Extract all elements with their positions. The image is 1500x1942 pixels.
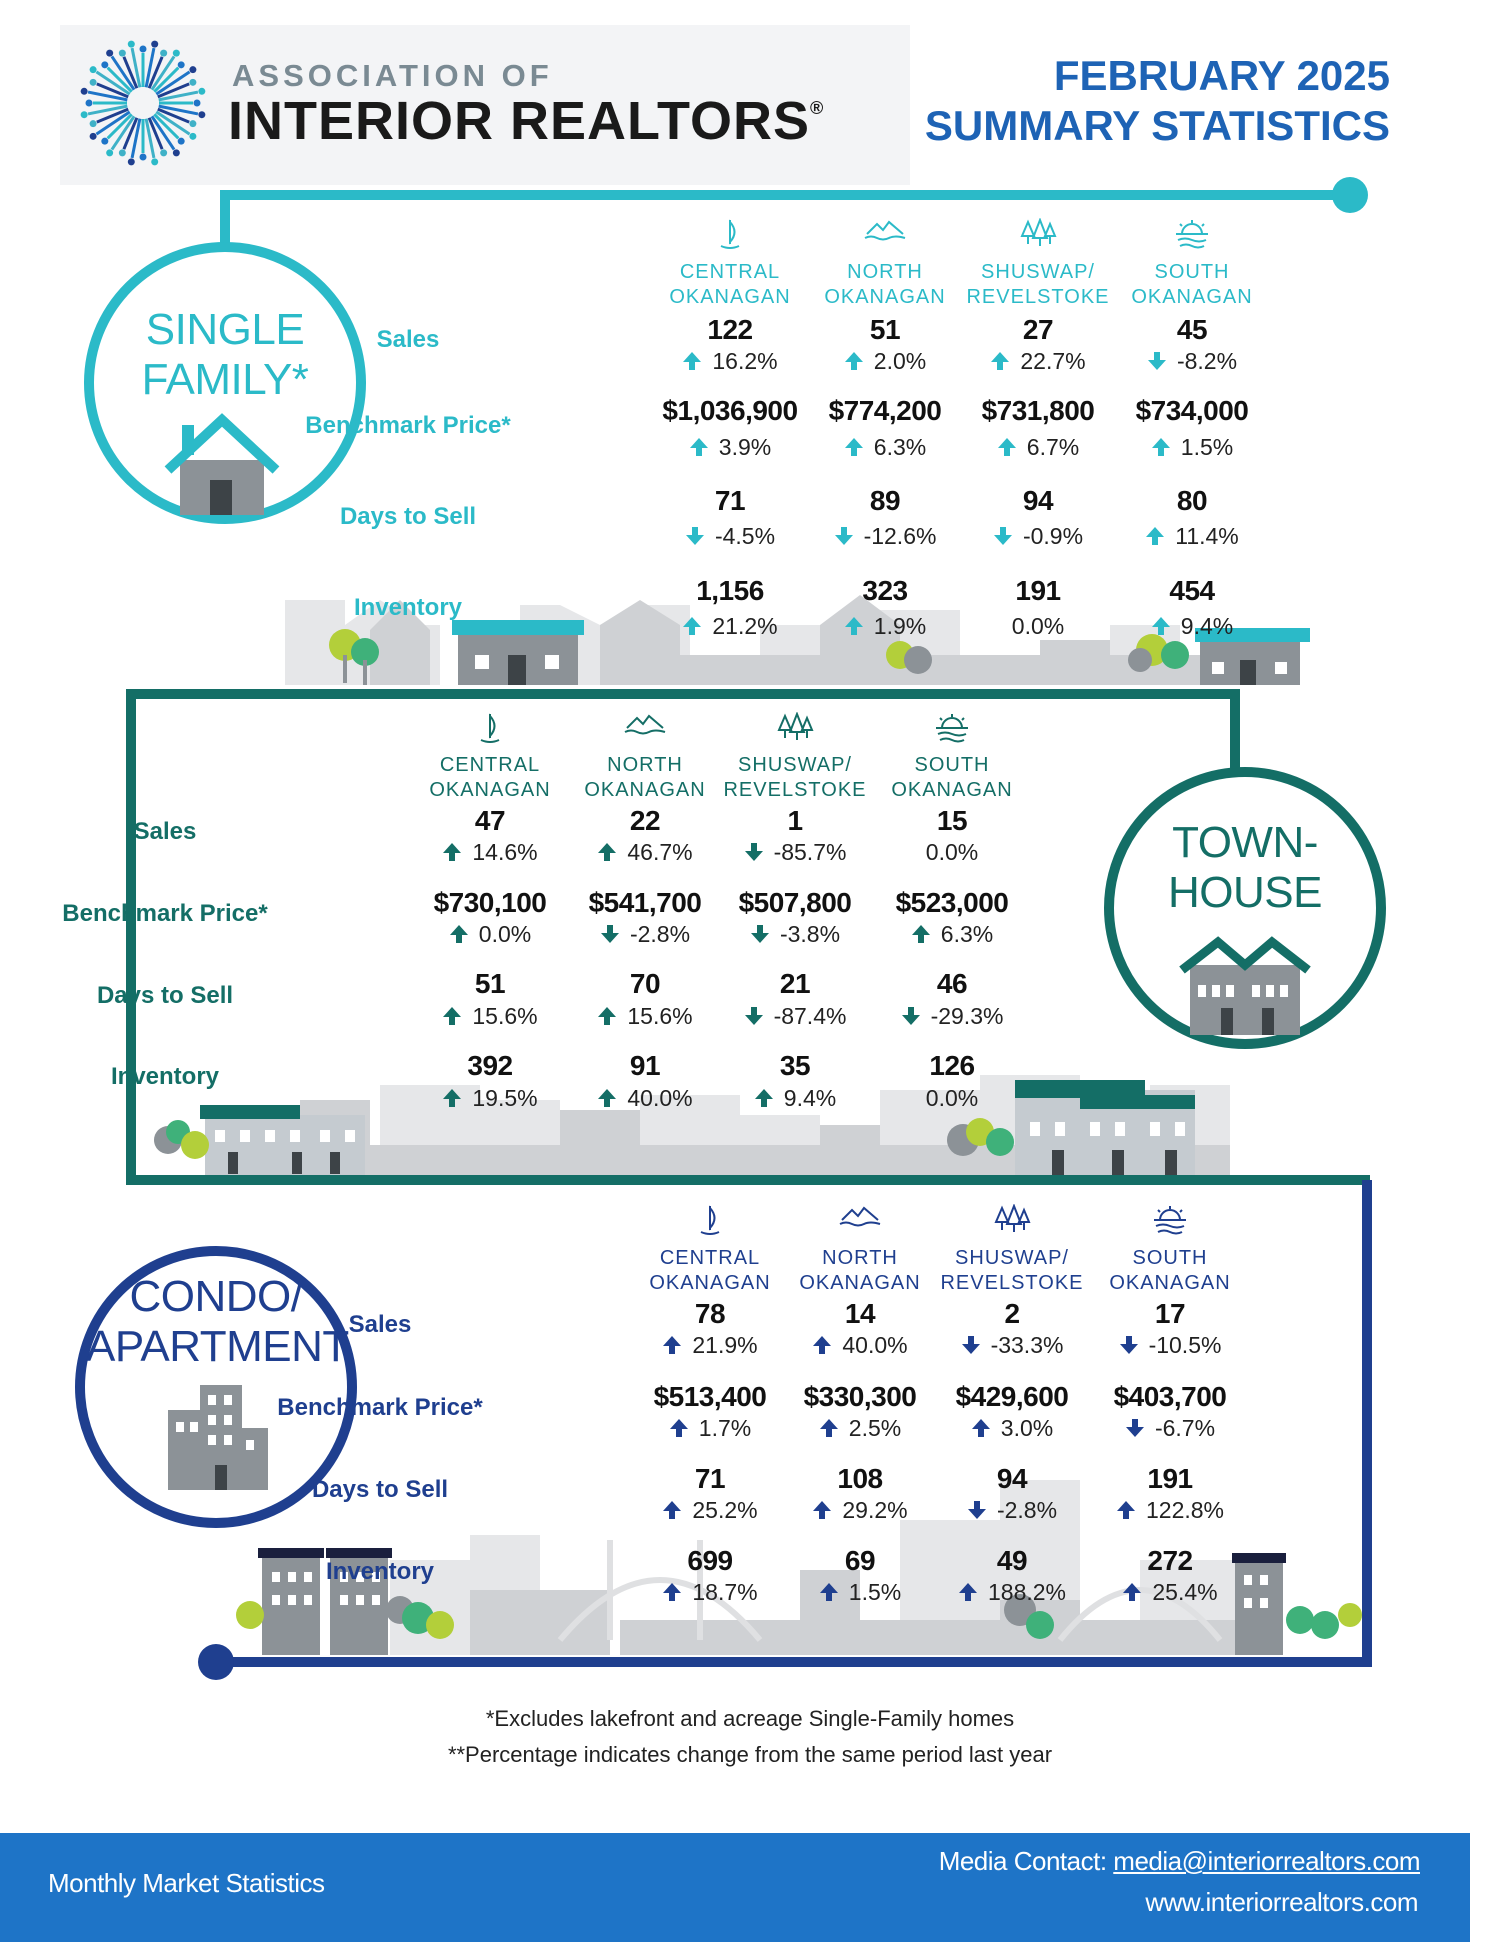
arrow-up-icon — [812, 1497, 842, 1523]
days-to-sell-change: -2.8% — [937, 1497, 1087, 1524]
benchmark-price-value: $513,400 — [653, 1381, 767, 1412]
arrow-down-icon — [600, 921, 630, 947]
sailboat-icon — [655, 218, 805, 255]
arrow-down-icon — [1147, 348, 1177, 374]
metric-label-days-to-sell: Days to Sell — [96, 982, 234, 1009]
inventory-value: 49 — [996, 1545, 1028, 1576]
region-line2: OKANAGAN — [649, 1272, 771, 1294]
arrow-down-icon — [685, 523, 715, 549]
inventory-change: 0.0% — [925, 1085, 979, 1111]
days-to-sell-change: 25.2% — [635, 1497, 785, 1524]
benchmark-price-value: $403,700 — [1113, 1381, 1227, 1412]
inventory-change: 19.5% — [415, 1085, 565, 1112]
footnote-1: *Excludes lakefront and acreage Single-Family homes — [485, 1706, 1015, 1731]
inventory-value: 699 — [687, 1545, 733, 1576]
metric-label-benchmark-price: Benchmark Price* — [277, 1394, 483, 1421]
region-line2: OKANAGAN — [1131, 286, 1253, 308]
inventory-change: 0.0% — [1011, 613, 1065, 639]
arrow-up-icon — [911, 921, 941, 947]
inventory-change: 188.2% — [937, 1579, 1087, 1606]
sales-change: -10.5% — [1095, 1332, 1245, 1359]
region-line1: SHUSWAP/ — [738, 754, 852, 776]
inventory-change: 40.0% — [570, 1085, 720, 1112]
days-to-sell-change: -4.5% — [655, 523, 805, 550]
sales-change: 22.7% — [963, 348, 1113, 375]
region-header — [877, 753, 1027, 803]
days-to-sell-value: 108 — [837, 1463, 883, 1494]
region-header — [1095, 1246, 1245, 1296]
sales-change: 40.0% — [785, 1332, 935, 1359]
region-header — [785, 1246, 935, 1296]
region-line2: OKANAGAN — [799, 1272, 921, 1294]
days-to-sell-change: -29.3% — [877, 1003, 1027, 1030]
benchmark-price-change: 0.0% — [415, 921, 565, 948]
days-to-sell-value: 46 — [936, 968, 968, 999]
inventory-value: 126 — [929, 1050, 975, 1081]
benchmark-price-change: 1.5% — [1117, 434, 1267, 461]
metric-label-sales: Sales — [133, 818, 197, 845]
benchmark-price-change: -3.8% — [720, 921, 870, 948]
arrow-up-icon — [597, 1003, 627, 1029]
sales-change: -8.2% — [1117, 348, 1267, 375]
trees-icon — [937, 1204, 1087, 1239]
metric-label-inventory: Inventory — [353, 594, 463, 621]
sales-value: 51 — [869, 314, 901, 345]
benchmark-price-value: $734,000 — [1135, 395, 1249, 426]
region-line2: OKANAGAN — [891, 779, 1013, 801]
arrow-down-icon — [744, 1003, 774, 1029]
days-to-sell-value: 94 — [996, 1463, 1028, 1494]
days-to-sell-value: 191 — [1147, 1463, 1193, 1494]
days-to-sell-change: 122.8% — [1095, 1497, 1245, 1524]
footer-label: Monthly Market Statistics — [48, 1868, 325, 1898]
arrow-up-icon — [662, 1497, 692, 1523]
days-to-sell-change: 29.2% — [785, 1497, 935, 1524]
single-family-title: SINGLE FAMILY* — [141, 305, 309, 404]
metric-label-days-to-sell: Days to Sell — [311, 1476, 449, 1503]
sales-change: -33.3% — [937, 1332, 1087, 1359]
days-to-sell-value: 70 — [629, 968, 661, 999]
region-line2: REVELSTOKE — [723, 779, 867, 801]
inventory-change: 21.2% — [655, 613, 805, 640]
mountain-water-icon — [570, 712, 720, 741]
townhouse-title: TOWN- HOUSE — [1168, 818, 1322, 917]
days-to-sell-value: 89 — [869, 485, 901, 516]
arrow-up-icon — [971, 1415, 1001, 1441]
arrow-up-icon — [844, 434, 874, 460]
metric-label-sales: Sales — [348, 1311, 412, 1338]
region-line2: OKANAGAN — [824, 286, 946, 308]
sales-change: 14.6% — [415, 839, 565, 866]
arrow-down-icon — [993, 523, 1023, 549]
days-to-sell-change: 15.6% — [570, 1003, 720, 1030]
arrow-down-icon — [901, 1003, 931, 1029]
region-line1: SHUSWAP/ — [981, 261, 1095, 283]
sales-value: 27 — [1022, 314, 1054, 345]
sales-change: 16.2% — [655, 348, 805, 375]
region-line2: OKANAGAN — [429, 779, 551, 801]
arrow-up-icon — [754, 1085, 784, 1111]
region-line1: SOUTH — [914, 754, 990, 776]
sales-change: 21.9% — [635, 1332, 785, 1359]
inventory-value: 392 — [467, 1050, 513, 1081]
inventory-value: 69 — [844, 1545, 876, 1576]
region-header — [635, 1246, 785, 1296]
inventory-value: 272 — [1147, 1545, 1193, 1576]
arrow-up-icon — [449, 921, 479, 947]
inventory-value: 323 — [862, 575, 908, 606]
arrow-down-icon — [1119, 1332, 1149, 1358]
arrow-up-icon — [442, 1003, 472, 1029]
benchmark-price-value: $774,200 — [828, 395, 942, 426]
sales-change: 0.0% — [925, 839, 979, 865]
days-to-sell-value: 51 — [474, 968, 506, 999]
inventory-change: 18.7% — [635, 1579, 785, 1606]
arrow-up-icon — [844, 348, 874, 374]
arrow-up-icon — [844, 613, 874, 639]
arrow-down-icon — [961, 1332, 991, 1358]
arrow-up-icon — [958, 1579, 988, 1605]
arrow-down-icon — [1125, 1415, 1155, 1441]
sales-value: 17 — [1154, 1298, 1186, 1329]
region-line2: OKANAGAN — [1109, 1272, 1231, 1294]
region-line1: SOUTH — [1132, 1247, 1208, 1269]
days-to-sell-change: 15.6% — [415, 1003, 565, 1030]
arrow-up-icon — [819, 1415, 849, 1441]
sales-change: 2.0% — [810, 348, 960, 375]
mountain-water-icon — [785, 1204, 935, 1233]
arrow-up-icon — [662, 1579, 692, 1605]
report-subtitle: SUMMARY STATISTICS — [924, 102, 1390, 149]
arrow-up-icon — [997, 434, 1027, 460]
benchmark-price-value: $507,800 — [738, 887, 852, 918]
benchmark-price-value: $731,800 — [981, 395, 1095, 426]
benchmark-price-change: -2.8% — [570, 921, 720, 948]
sales-value: 78 — [694, 1298, 726, 1329]
benchmark-price-change: 6.3% — [810, 434, 960, 461]
region-header — [415, 753, 565, 803]
benchmark-price-change: -6.7% — [1095, 1415, 1245, 1442]
inventory-value: 454 — [1169, 575, 1215, 606]
arrow-up-icon — [990, 348, 1020, 374]
arrow-up-icon — [662, 1332, 692, 1358]
arrow-down-icon — [744, 839, 774, 865]
sailboat-icon — [415, 712, 565, 749]
arrow-up-icon — [1151, 613, 1181, 639]
days-to-sell-value: 71 — [694, 1463, 726, 1494]
sailboat-icon — [635, 1204, 785, 1241]
days-to-sell-change: -0.9% — [963, 523, 1113, 550]
region-header — [963, 260, 1113, 310]
metric-label-sales: Sales — [376, 326, 440, 353]
sales-value: 2 — [1004, 1298, 1020, 1329]
inventory-value: 191 — [1015, 575, 1061, 606]
mountain-water-icon — [810, 218, 960, 247]
inventory-change: 9.4% — [720, 1085, 870, 1112]
days-to-sell-value: 80 — [1176, 485, 1208, 516]
sales-value: 45 — [1176, 314, 1208, 345]
days-to-sell-change: -12.6% — [810, 523, 960, 550]
sunset-icon — [1117, 218, 1267, 255]
report-month: FEBRUARY 2025 — [1053, 52, 1390, 99]
arrow-up-icon — [442, 1085, 472, 1111]
logo-line2: INTERIOR REALTORS® — [228, 91, 825, 151]
sales-value: 1 — [787, 805, 803, 836]
sales-value: 14 — [844, 1298, 876, 1329]
inventory-change: 9.4% — [1117, 613, 1267, 640]
benchmark-price-value: $1,036,900 — [662, 395, 798, 426]
region-line1: CENTRAL — [439, 754, 541, 776]
region-line2: REVELSTOKE — [940, 1272, 1084, 1294]
benchmark-price-change: 2.5% — [785, 1415, 935, 1442]
arrow-up-icon — [1116, 1497, 1146, 1523]
website-link[interactable]: www.interiorrealtors.com — [1145, 1887, 1418, 1917]
region-header — [655, 260, 805, 310]
region-line1: NORTH — [822, 1247, 898, 1269]
region-header — [720, 753, 870, 803]
inventory-change: 1.5% — [785, 1579, 935, 1606]
benchmark-price-change: 6.7% — [963, 434, 1113, 461]
region-header — [810, 260, 960, 310]
region-line1: SHUSWAP/ — [955, 1247, 1069, 1269]
days-to-sell-change: -87.4% — [720, 1003, 870, 1030]
region-header — [570, 753, 720, 803]
sales-value: 122 — [707, 314, 753, 345]
sales-value: 15 — [936, 805, 968, 836]
days-to-sell-change: 11.4% — [1117, 523, 1267, 550]
arrow-up-icon — [1151, 434, 1181, 460]
inventory-change: 1.9% — [810, 613, 960, 640]
days-to-sell-value: 94 — [1022, 485, 1054, 516]
benchmark-price-change: 6.3% — [877, 921, 1027, 948]
logo-line1: ASSOCIATION OF — [232, 58, 553, 93]
sales-change: -85.7% — [720, 839, 870, 866]
arrow-up-icon — [597, 1085, 627, 1111]
region-line2: OKANAGAN — [584, 779, 706, 801]
media-contact: Media Contact: media@interiorrealtors.com — [938, 1846, 1420, 1876]
arrow-up-icon — [819, 1579, 849, 1605]
condo-title: CONDO/ APARTMENT — [86, 1272, 349, 1371]
trees-icon — [720, 712, 870, 747]
arrow-up-icon — [442, 839, 472, 865]
contact-email-link[interactable]: media@interiorrealtors.com — [1113, 1846, 1420, 1876]
benchmark-price-value: $330,300 — [803, 1381, 917, 1412]
benchmark-price-value: $541,700 — [588, 887, 702, 918]
benchmark-price-change: 1.7% — [635, 1415, 785, 1442]
metric-label-benchmark-price: Benchmark Price* — [305, 412, 511, 439]
region-line2: REVELSTOKE — [966, 286, 1110, 308]
trees-icon — [963, 218, 1113, 253]
sales-value: 47 — [474, 805, 506, 836]
arrow-up-icon — [682, 613, 712, 639]
benchmark-price-change: 3.0% — [937, 1415, 1087, 1442]
inventory-value: 1,156 — [696, 575, 764, 606]
arrow-down-icon — [834, 523, 864, 549]
benchmark-price-change: 3.9% — [655, 434, 805, 461]
arrow-up-icon — [1145, 523, 1175, 549]
arrow-up-icon — [689, 434, 719, 460]
region-line1: SOUTH — [1154, 261, 1230, 283]
benchmark-price-value: $523,000 — [895, 887, 1009, 918]
region-line1: CENTRAL — [659, 1247, 761, 1269]
arrow-down-icon — [967, 1497, 997, 1523]
arrow-up-icon — [669, 1415, 699, 1441]
days-to-sell-value: 21 — [779, 968, 811, 999]
sales-value: 22 — [629, 805, 661, 836]
inventory-value: 35 — [779, 1050, 811, 1081]
region-line2: OKANAGAN — [669, 286, 791, 308]
inventory-change: 25.4% — [1095, 1579, 1245, 1606]
region-line1: CENTRAL — [679, 261, 781, 283]
sunset-icon — [1095, 1204, 1245, 1241]
benchmark-price-value: $730,100 — [433, 887, 547, 918]
metric-label-days-to-sell: Days to Sell — [339, 503, 477, 530]
arrow-up-icon — [597, 839, 627, 865]
arrow-down-icon — [750, 921, 780, 947]
days-to-sell-value: 71 — [714, 485, 746, 516]
inventory-value: 91 — [629, 1050, 661, 1081]
sunset-icon — [877, 712, 1027, 749]
region-header — [937, 1246, 1087, 1296]
footnote-2: **Percentage indicates change from the same period last year — [447, 1742, 1053, 1767]
region-line1: NORTH — [847, 261, 923, 283]
region-line1: NORTH — [607, 754, 683, 776]
region-header — [1117, 260, 1267, 310]
arrow-up-icon — [1122, 1579, 1152, 1605]
metric-label-inventory: Inventory — [325, 1558, 435, 1585]
sales-change: 46.7% — [570, 839, 720, 866]
metric-label-benchmark-price: Benchmark Price* — [62, 900, 268, 927]
benchmark-price-value: $429,600 — [955, 1381, 1069, 1412]
arrow-up-icon — [812, 1332, 842, 1358]
arrow-up-icon — [682, 348, 712, 374]
metric-label-inventory: Inventory — [110, 1063, 220, 1090]
